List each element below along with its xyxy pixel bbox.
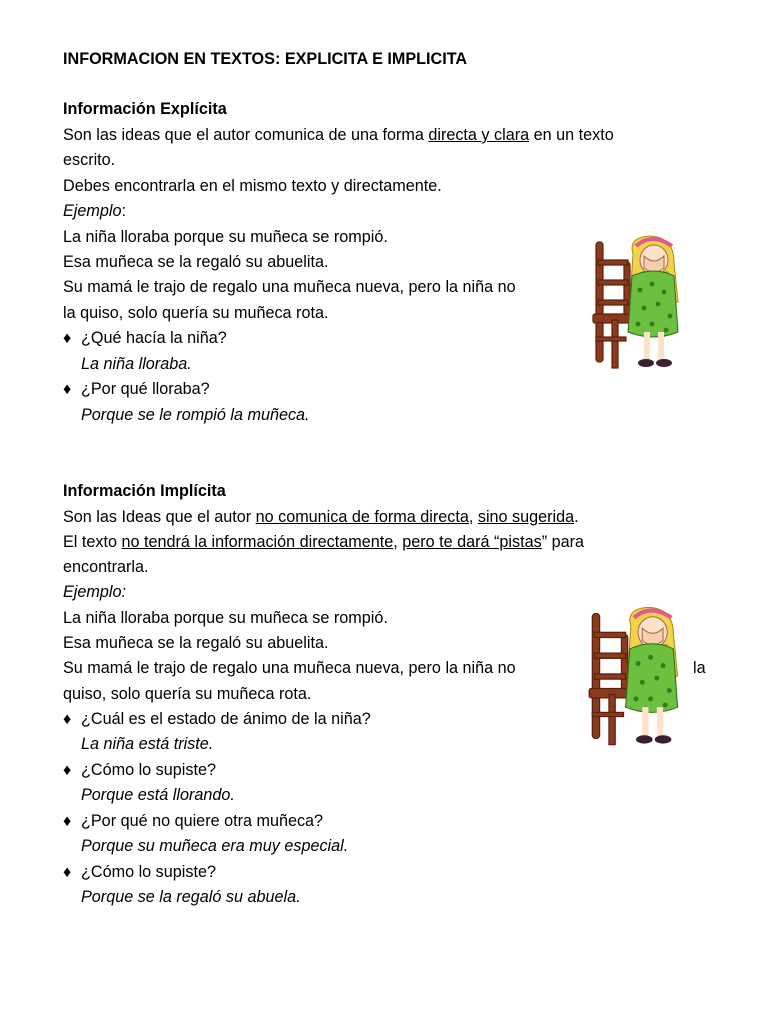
explicit-story-line4: la quiso, solo quería su muñeca rota. bbox=[63, 304, 329, 322]
question-text: ¿Cuál es el estado de ánimo de la niña? bbox=[81, 710, 371, 728]
girl-figure bbox=[626, 607, 678, 743]
implicit-definition-line2 bbox=[63, 532, 584, 554]
implicit-story-line1: La niña lloraba porque su muñeca se rompió. bbox=[63, 609, 388, 627]
question-text: ¿Cómo lo supiste? bbox=[81, 761, 216, 779]
question-text: ¿Cómo lo supiste? bbox=[81, 863, 216, 881]
question-text: ¿Qué hacía la niña? bbox=[81, 329, 227, 347]
underlined-text: no tendrá la información directamente bbox=[121, 533, 394, 551]
text-run: , bbox=[393, 533, 403, 551]
implicit-answer-2: Porque está llorando. bbox=[81, 786, 235, 804]
implicit-story-line4: quiso, solo quería su muñeca rota. bbox=[63, 685, 312, 703]
explicit-story-line1: La niña lloraba porque su muñeca se rompió. bbox=[63, 228, 388, 246]
crying-girl-illustration bbox=[584, 600, 688, 752]
implicit-question-1 bbox=[63, 709, 371, 731]
implicit-story-line2: Esa muñeca se la regaló su abuelita. bbox=[63, 634, 329, 652]
diamond-bullet-icon: ♦ bbox=[63, 812, 72, 830]
diamond-bullet-icon: ♦ bbox=[63, 863, 72, 881]
implicit-question-3 bbox=[63, 811, 323, 833]
colon: : bbox=[121, 202, 126, 220]
example-word: Ejemplo bbox=[63, 202, 122, 220]
text-run: El texto bbox=[63, 533, 122, 551]
implicit-definition-line3: encontrarla. bbox=[63, 558, 149, 576]
explicit-definition-line1 bbox=[63, 125, 614, 147]
implicit-heading: Información Implícita bbox=[63, 482, 226, 500]
diamond-bullet-icon: ♦ bbox=[63, 710, 72, 728]
underlined-text: sino sugerida bbox=[477, 508, 575, 526]
text-run: Son las Ideas que el autor bbox=[63, 508, 256, 526]
text-run: ” para bbox=[541, 533, 584, 551]
girl-figure bbox=[628, 236, 678, 367]
explicit-story-line3: Su mamá le trajo de regalo una muñeca nueva, pero la niña no bbox=[63, 278, 516, 296]
implicit-question-4 bbox=[63, 862, 216, 884]
text-run: en un texto bbox=[529, 126, 614, 144]
implicit-definition-line1 bbox=[63, 507, 579, 529]
explicit-example-label bbox=[63, 201, 126, 223]
explicit-answer-1: La niña lloraba. bbox=[81, 355, 192, 373]
explicit-question-2 bbox=[63, 379, 210, 401]
underlined-text: no comunica de forma directa bbox=[255, 508, 469, 526]
explicit-heading: Información Explícita bbox=[63, 100, 227, 118]
document-title: INFORMACION EN TEXTOS: EXPLICITA E IMPLICITA bbox=[63, 50, 468, 68]
implicit-answer-1: La niña está triste. bbox=[81, 735, 214, 753]
crying-girl-illustration bbox=[586, 232, 690, 372]
implicit-example-label: Ejemplo: bbox=[63, 583, 126, 601]
diamond-bullet-icon: ♦ bbox=[63, 329, 72, 347]
explicit-story-line2: Esa muñeca se la regaló su abuelita. bbox=[63, 253, 329, 271]
explicit-definition-line2: escrito. bbox=[63, 151, 116, 169]
diamond-bullet-icon: ♦ bbox=[63, 380, 72, 398]
explicit-answer-2: Porque se le rompió la muñeca. bbox=[81, 406, 310, 424]
implicit-answer-4: Porque se la regaló su abuela. bbox=[81, 888, 301, 906]
explicit-question-1 bbox=[63, 328, 227, 350]
question-text: ¿Por qué no quiere otra muñeca? bbox=[81, 812, 324, 830]
explicit-definition-line3: Debes encontrarla en el mismo texto y directamente. bbox=[63, 177, 442, 195]
text-run: , bbox=[468, 508, 478, 526]
text-run: . bbox=[574, 508, 579, 526]
text-run: Son las ideas que el autor comunica de una forma bbox=[63, 126, 429, 144]
implicit-story-line3-end: la bbox=[693, 659, 706, 677]
implicit-answer-3: Porque su muñeca era muy especial. bbox=[81, 837, 349, 855]
underlined-text: pero te dará “pistas bbox=[402, 533, 542, 551]
implicit-question-2 bbox=[63, 760, 216, 782]
underlined-text: directa y clara bbox=[428, 126, 530, 144]
diamond-bullet-icon: ♦ bbox=[63, 761, 72, 779]
question-text: ¿Por qué lloraba? bbox=[81, 380, 210, 398]
implicit-story-line3: Su mamá le trajo de regalo una muñeca nueva, pero la niña no bbox=[63, 659, 516, 677]
